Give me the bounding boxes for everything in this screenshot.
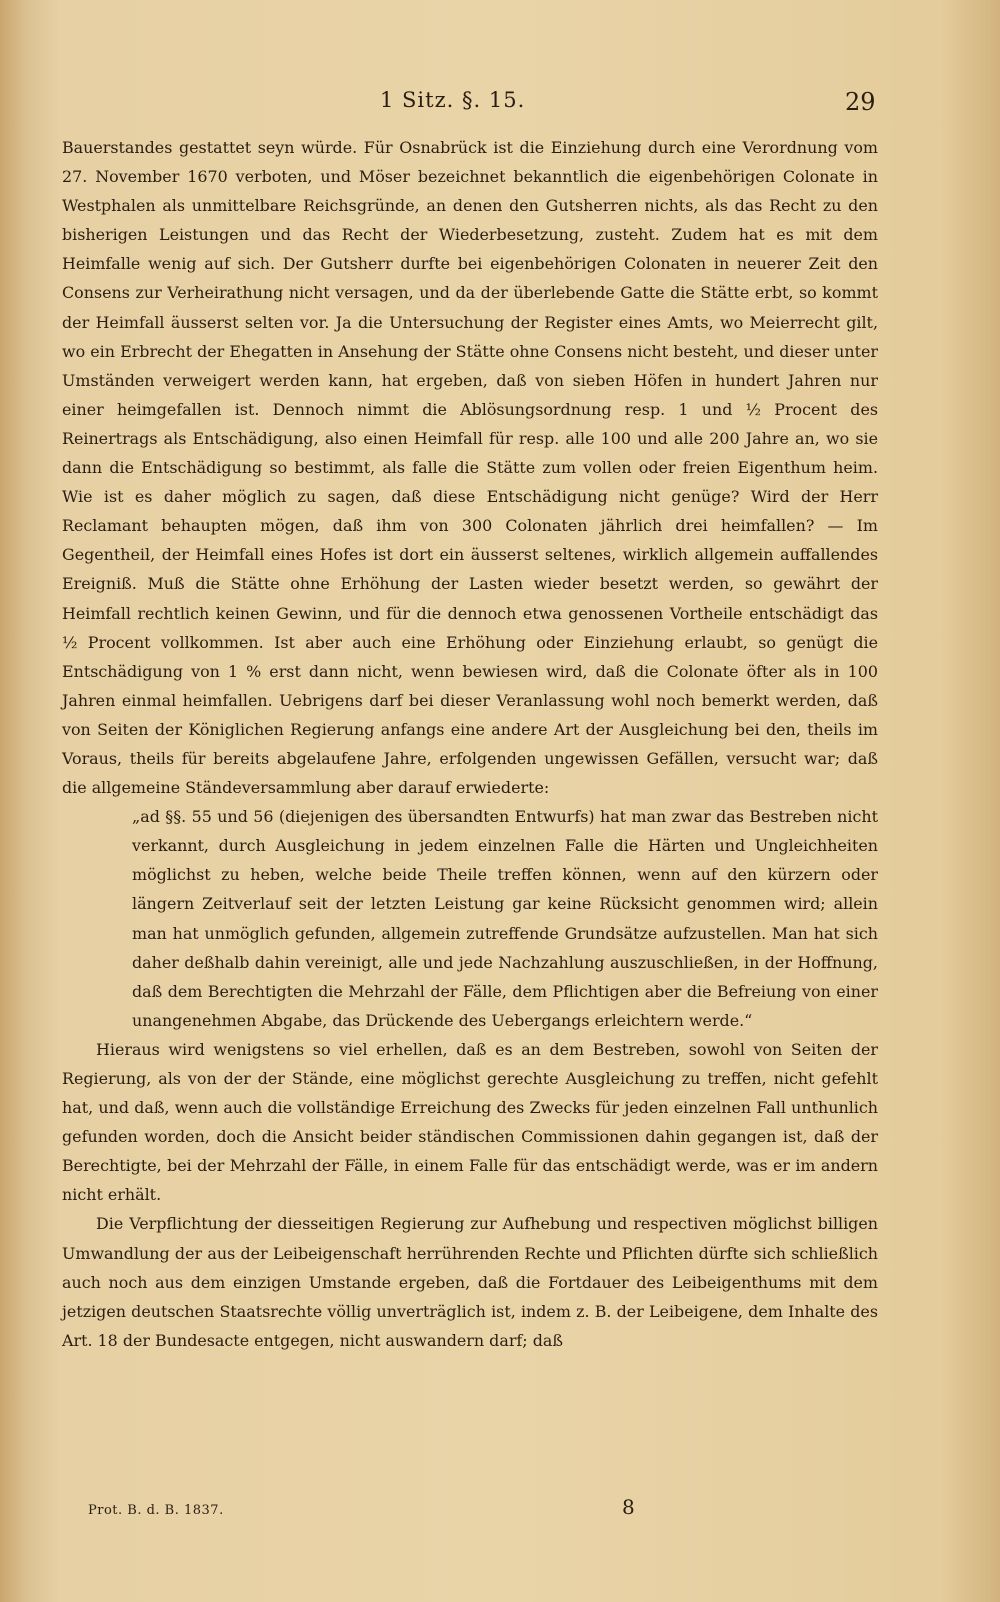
body-text: [62, 133, 878, 1355]
block-quote: „ad §§. 55 und 56 (diejenigen des übersandten Entwurfs) hat man zwar das Bestreben nicht verkannt, durch Ausgleichung in jedem einzelnen Falle die Härten und Ungleichheiten möglichst zu heben, welche beide Theile treffen können, wenn auf den kürzern oder längern Zeitverlauf seit der letzten Leistung gar keine Rücksicht genommen wird; allein man hat unmöglich gefunden, allgemein zutreffende Grundsätze aufzustellen. Man hat sich daher deßhalb dahin vereinigt, alle und jede Nachzahlung auszuschließen, in der Hoffnung, daß dem Berechtigten die Mehrzahl der Fälle, dem Pflichtigen aber die Befreiung von einer unangenehmen Abgabe, das Drückende des Uebergangs erleichtern werde.“: [132, 807, 878, 1030]
page-header: [0, 88, 1000, 124]
running-head: 1 Sitz. §. 15.: [380, 88, 526, 112]
page-footer: [0, 1495, 1000, 1525]
paragraph: Die Verpflichtung der diesseitigen Regierung zur Aufhebung und respectiven möglichst billigen Umwandlung der aus der Leibeigenschaft herrührenden Rechte und Pflichten dürfte sich schließlich auch noch aus dem einzigen Umstande ergeben, daß die Fortdauer des Leibeigenthums mit dem jetzigen deutschen Staatsrechte völlig unverträglich ist, indem z. B. der Leibeigene, dem Inhalte des Art. 18 der Bundesacte entgegen, nicht auswandern darf; daß: [62, 1214, 878, 1350]
paragraph: Bauerstandes gestattet seyn würde. Für Osnabrück ist die Einziehung durch eine Verordnung vom 27. November 1670 verboten, und Möser bezeichnet bekanntlich die eigenbehörigen Colonate in Westphalen als unmittelbare Reichsgründe, an denen den Gutsherren nichts, als das Recht zu den bisherigen Leistungen und das Recht der Wiederbesetzung, zusteht. Zudem hat es mit dem Heimfalle wenig auf sich. Der Gutsherr durfte bei eigenbehörigen Colonaten in neuerer Zeit den Consens zur Verheirathung nicht versagen, und da der überlebende Gatte die Stätte erbt, so kommt der Heimfall äusserst selten vor. Ja die Untersuchung der Register eines Amts, wo Meierrecht gilt, wo ein Erbrecht der Ehegatten in Ansehung der Stätte ohne Consens nicht besteht, und dieser unter Umständen verweigert werden kann, hat ergeben, daß von sieben Höfen in hundert Jahren nur einer heimgefallen ist. Dennoch nimmt die Ablösungsordnung resp. 1 und ½ Procent des Reinertrags als Entschädigung, also einen Heimfall für resp. alle 100 und alle 200 Jahre an, wo sie dann die Entschädigung so bestimmt, als falle die Stätte zum vollen oder freien Eigenthum heim. Wie ist es daher möglich zu sagen, daß diese Entschädigung nicht genüge? Wird der Herr Reclamant behaupten mögen, daß ihm von 300 Colonaten jährlich drei heimfallen? — Im Gegentheil, der Heimfall eines Hofes ist dort ein äusserst seltenes, wirklich allgemein auffallendes Ereigniß. Muß die Stätte ohne Erhöhung der Lasten wieder besetzt werden, so gewährt der Heimfall rechtlich keinen Gewinn, und für die dennoch etwa genossenen Vortheile entschädigt das ½ Procent vollkommen. Ist aber auch eine Erhöhung oder Einziehung erlaubt, so genügt die Entschädigung von 1 % erst dann nicht, wenn bewiesen wird, daß die Colonate öfter als in 100 Jahren einmal heimfallen. Uebrigens darf bei dieser Veranlassung wohl noch bemerkt werden, daß von Seiten der Königlichen Regierung anfangs eine andere Art der Ausgleichung bei den, theils im Voraus, theils für bereits abgelaufene Jahre, erfolgenden ungewissen Gefällen, versucht war; daß die allgemeine Ständeversammlung aber darauf erwiederte:: [62, 138, 878, 798]
footer-note: Prot. B. d. B. 1837.: [88, 1503, 224, 1518]
paragraph: Hieraus wird wenigstens so viel erhellen, daß es an dem Bestreben, sowohl von Seiten der Regierung, als von der der Stände, eine möglichst gerechte Ausgleichung zu treffen, nicht gefehlt hat, und daß, wenn auch die vollständige Erreichung des Zwecks für jeden einzelnen Fall unthunlich gefunden worden, doch die Ansicht beider ständischen Commissionen dahin gegangen ist, daß der Berechtigte, bei der Mehrzahl der Fälle, in einem Falle für das entschädigt werde, was er im andern nicht erhält.: [62, 1039, 878, 1205]
page-number: 29: [845, 88, 876, 116]
signature-mark: 8: [622, 1495, 635, 1519]
